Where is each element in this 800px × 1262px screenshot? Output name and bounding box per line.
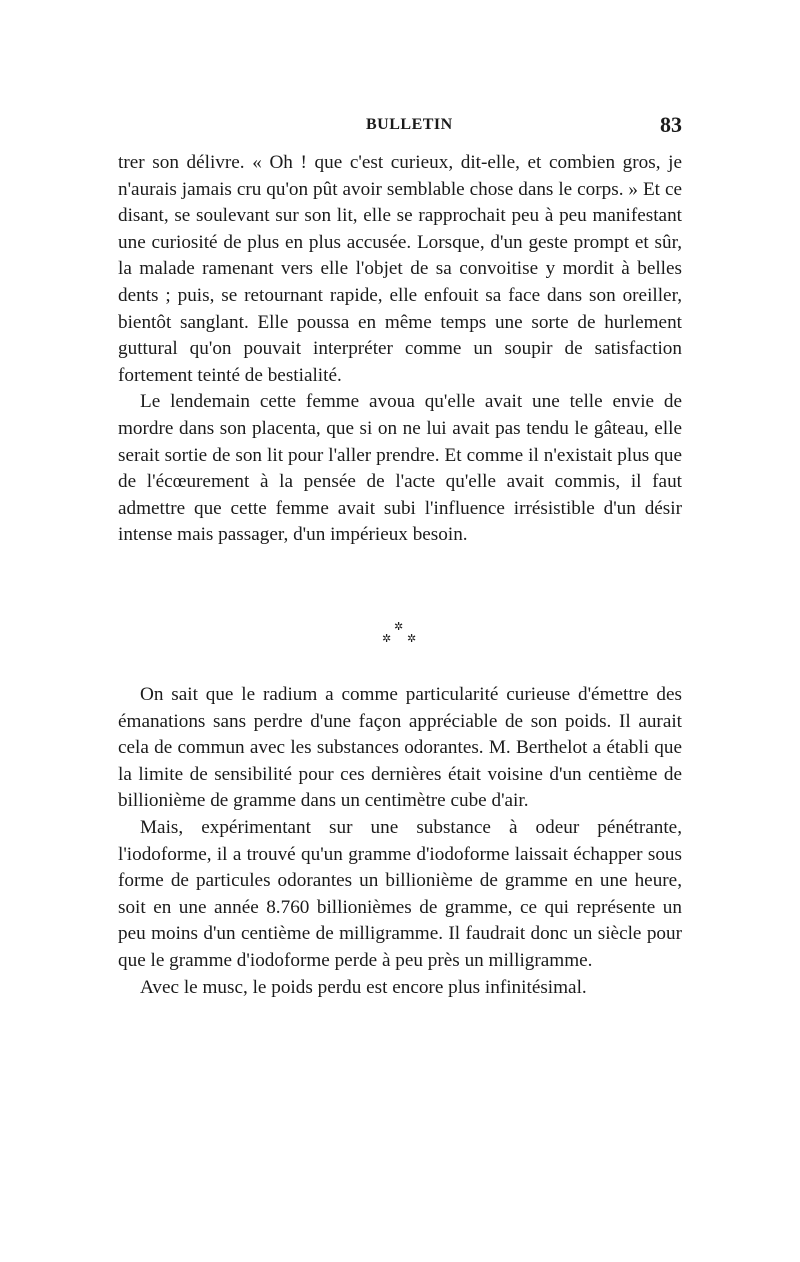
paragraph: Le lendemain cette femme avoua qu'elle avait une telle envie de mordre dans son placenta, que si on ne lui avait pas tendu le gâteau, elle serait sortie de son lit pour l'aller prendre. Et comme il n'existait plus que de l'écœurement à la pensée de l'acte qu'elle avait commis, il faut admettre que cette femme avait subi l'influence irrésistible d'un désir intense mais passager, d'un impérieux besoin. [118, 391, 682, 546]
section-separator-asterism [380, 622, 420, 652]
asterism-star-icon: ✲ [407, 633, 417, 645]
paragraph: Avec le musc, le poids perdu est encore plus infinitésimal. [140, 976, 587, 998]
page-number: 83 [660, 112, 682, 137]
paragraph: Mais, expérimentant sur une substance à odeur pénétrante, l'iodoforme, il a trouvé qu'un gramme d'iodoforme laissait échapper sous forme de particules odorantes un billionième de gramme en une heure, soit en une année 8.760 billionièmes de gramme, ce qui représente un peu moins d'un centième de milligramme. Il faudrait donc un siècle pour que le gramme d'iodoforme perde à peu près un milligramme. [118, 816, 682, 971]
article-section-placenta [118, 150, 682, 549]
article-section-radium [118, 682, 682, 1001]
asterism-star-icon: ✲ [382, 633, 392, 645]
asterism-star-icon: ✲ [394, 621, 404, 633]
paragraph: trer son délivre. « Oh ! que c'est curieux, dit-elle, et combien gros, je n'aurais jamais cru qu'on pût avoir semblable chose dans le corps. » Et ce disant, se soulevant sur son lit, elle se rapprochait peu à peu manifestant une curiosité de plus en plus accusée. Lorsque, d'un geste prompt et sûr, la malade ramenant vers elle l'objet de sa convoitise y mordit à belles dents ; puis, se retournant rapide, elle enfouit sa face dans son oreiller, bientôt sanglant. Elle poussa en même temps une sorte de hurlement guttural qu'on pouvait interpréter comme un soupir de satisfaction fortement teinté de bestialité. [118, 152, 682, 386]
page-header [118, 112, 682, 146]
paragraph: On sait que le radium a comme particularité curieuse d'émettre des émanations sans perdre d'une façon appréciable de son poids. Il aurait cela de commun avec les substances odorantes. M. Berthelot a établi que la limite de sensibilité pour ces dernières était voisine d'un centième de billionième de gramme dans un centimètre cube d'air. [118, 684, 682, 812]
running-title: BULLETIN [366, 116, 453, 133]
